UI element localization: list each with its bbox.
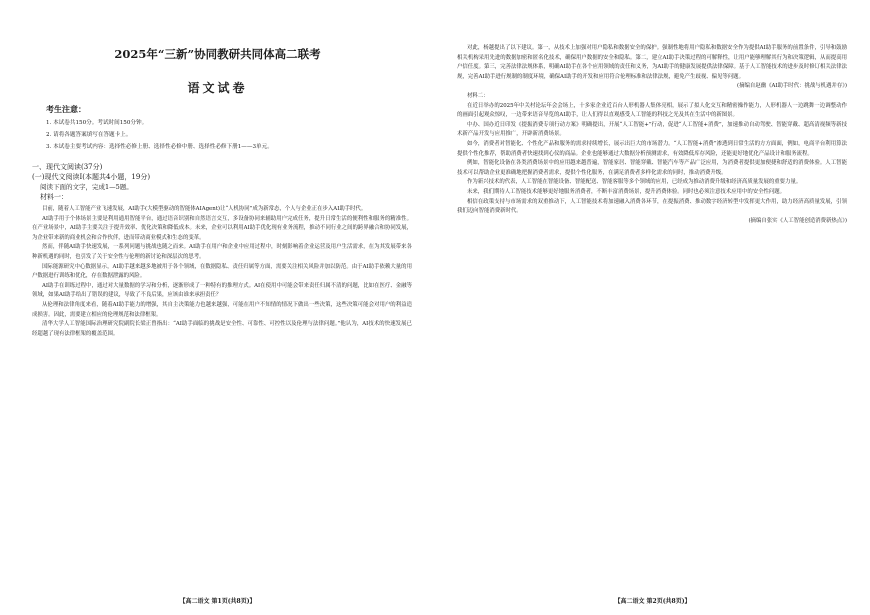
paragraph: AI助手用于个体场景主要是利用通用智能平台，通过语音识别和自然语言交互，多设备协同来辅助用户完成任务，提升日常生活的便利性和服务的精准性。在产业场景中，AI助手主要关注于提升效率、优化决策和降低成本。未来，企业可以利用AI助手优化现有业务流程，推动不同行业之间的跨界融合和协同发展，为企业带来新的商业机会和合作伙伴，进而带动商业模式和生态的变革。 (32, 215, 412, 241)
paragraph: 对此，杨越提出了以下建议。第一，从技术上加强对用户隐私和数据安全的保护。强制性地将用户隐私和数据安全作为提供AI助手服务的前置条件，引导和鼓励相关机构采用先进的数据加密和匿名化技术，确保用户数据的安全和隐私。第二，建立AI助手决策过程的可解释性，让用户能够理解其行为和决策逻辑，从而提高用户信任度。第三，完善法律法规体系，明确AI助手在各个应用领域的责任和义务，为AI助手的健康发展提供法律保障。基于人工智能技术的进步及时修订相关法律法规，完善AI助手进行规制的制度环境，确保AI助手的开发和应用符合伦理标准和法律法规，避免产生歧视、偏见等问题。 (457, 45, 847, 80)
section-heading: 一、现代文阅读(37分) (32, 163, 103, 171)
page-footer-right: 【高二语文 第2页(共8页)】 (614, 598, 691, 605)
paragraph: 作为新兴技术的代表，人工智能在智能设备、智能配送、智能客服等多个领域的应用，已经成为推动消费升级和经济高质量发展的重要力量。 (467, 179, 802, 186)
article-body-right (457, 44, 847, 226)
source-attribution: (摘编自张实《人工智能创造消费新热点》) (748, 217, 847, 224)
paragraph: 相信在政策支持与市场需求的双重推动下，人工智能技术将加速融入消费各环节，在提振消费、推动数字经济转型中发挥更大作用，助力经济高质量发展，引领我们迈向智能消费新时代。 (457, 198, 847, 215)
instruction: 阅读下面的文字，完成1—5题。 (40, 183, 133, 191)
paragraph: 国际能源研究中心数据显示，AI助手越来越多地被用于各个领域，在数据隐私、责任归属等方面，需要关注相关风险并加以防范。由于AI助手依赖大量的用户数据进行训练和优化，存在数据泄露的风险。 (32, 263, 412, 280)
paragraph: 从伦理和法律角度来看，随着AI助手能力的增强，其自主决策能力也越来越强，可能在用户不知情的情况下做出一些决策，这些决策可能会对用户的利益造成损害。因此，需要建立相应的伦理规范和法律框架。 (32, 301, 412, 318)
paragraph: 然而，伴随AI助手快速发展，一系列问题与挑战也随之而来。AI助手在用户和企业中应用过程中，时刻影响着企业运营及用户生活需求，在为其发展带来各种新机遇的同时，也引发了关于安全性与伦理的新讨论和深层次的思考。 (32, 244, 412, 260)
exam-title: 2025年“三新”协同教研共同体高二联考 (114, 47, 321, 61)
paragraph: 例如，智能化设备在各类消费场景中的应用越来越普遍，智能家居、智能穿戴、智能汽车等产品广泛应用，为消费者提供更加便捷和舒适的消费体验。人工智能技术可以帮助企业更准确地把握消费者需求，提供个性化服务，在满足消费者多样化需求的同时，推动消费升级。 (457, 160, 847, 176)
paragraph: 目前，随着人工智能产业飞速发展，AI助手(大模型驱动的智能体AIAgent)让“人机协同”成为新常态，个人与企业正在步入AI助手时代。 (42, 206, 367, 212)
notice-item-3: 3. 本试卷主要考试内容：选择性必修上册、选择性必修中册、选择性必修下册1——3单元。 (46, 144, 273, 150)
paragraph: 在近日举办的2025年中关村论坛年会会场上，十多家企业近百台人形机器人集体亮相，展示了拟人化交互和精密操作能力，人形机器人一边跳舞一边调整动作的画面引起观众惊叹，一边带来语音导览的AI助手，让人们得以直观感受人工智能的科技之光及其在生活中的新图景。 (457, 102, 847, 119)
page-right (435, 0, 870, 615)
notice-heading: 考生注意： (46, 104, 86, 114)
source-attribution: (摘编自赵幽《AI助手时代：挑战与机遇并存》) (737, 83, 847, 90)
notice-item-1: 1. 本试卷共150分。考试时间150分钟。 (46, 120, 148, 126)
exam-subtitle: 语文试卷 (187, 81, 248, 95)
material-label: 材料一： (40, 193, 68, 201)
page-footer-left: 【高二语文 第1页(共8页)】 (179, 598, 256, 605)
paragraph: 中办、国办近日印发《提振消费专项行动方案》明确提出，开展“人工智能+”行动，促进“人工智能+消费”，加速推动自动驾驶、智能穿戴、超高清视频等新技术新产品开发与应用推广，开辟新消费场景。 (457, 121, 847, 138)
paragraph: 清华大学人工智能国际治理研究院副院长梁正曾指出：“AI助手面临的挑战是安全性、可靠性、可控性以及伦理与法律问题。”他认为，AI技术的快速发展已经超越了现有法律框架的覆盖范围。 (32, 321, 412, 337)
article-body-left (32, 205, 412, 339)
paragraph: 如今，消费者对智能化、个性化产品和服务的需求持续增长，展示出巨大的市场潜力。“人工智能+消费”渗透到日常生活的方方面面，例如，电商平台利用算法提供个性化推荐，帮助消费者快速找到心仪的商品。企业也能够通过大数据分析预测需求，有效降低库存风险，还能更好地优化产品设计和服务流程。 (457, 140, 847, 157)
paragraph: AI助手在训练过程中，通过对大量数据的学习和分析，逐渐形成了一种特有的推理方式。AI在使用中可能会带来责任归属不清的问题，比如在医疗、金融等领域，如果AI助手给出了错误的建议，导致了不良后果，应该由谁来承担责任？ (32, 282, 412, 299)
material-label: 材料二： (467, 92, 489, 99)
subsection-heading: (一)现代文阅读Ⅰ(本题共4小题，19分) (32, 173, 151, 181)
paragraph: 未来，我们期待人工智能技术能够更好地服务消费者，不断丰富消费场景，提升消费体验。同时也必须注意技术应用中的安全性问题。 (467, 188, 786, 195)
notice-item-2: 2. 请将各题答案填写在答题卡上。 (46, 132, 132, 138)
